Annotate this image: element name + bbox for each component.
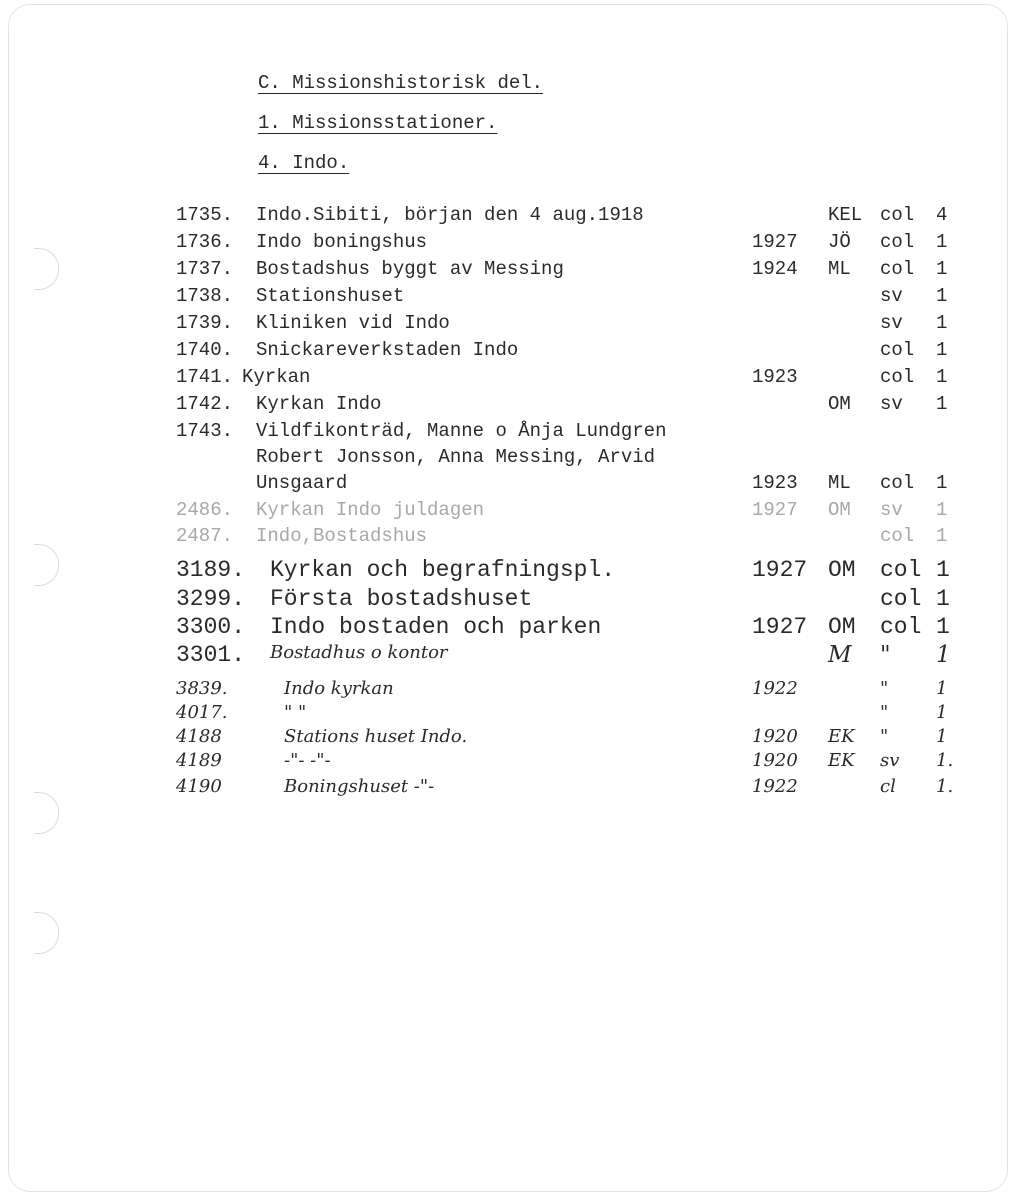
entry-format: " <box>880 702 889 723</box>
list-item <box>176 204 948 230</box>
entry-format: col <box>880 472 915 494</box>
entry-description: Indo.Sibiti, början den 4 aug.1918 <box>256 204 644 226</box>
entry-initials: ML <box>828 258 851 280</box>
entry-description: Boningshuset -"- <box>284 776 435 797</box>
list-item <box>176 393 948 419</box>
entry-format: sv <box>880 285 903 307</box>
entry-initials: OM <box>828 614 856 640</box>
entry-number: 4189 <box>176 750 222 771</box>
entry-count: 1 <box>936 231 948 253</box>
entry-count: 1 <box>936 726 948 747</box>
entry-number: 4188 <box>176 726 222 747</box>
entry-format: " <box>880 678 889 699</box>
list-item <box>176 312 948 338</box>
list-item <box>176 339 948 365</box>
entry-count: 1 <box>936 285 948 307</box>
entry-format: " <box>880 642 891 668</box>
entry-count: 1 <box>936 678 948 699</box>
entry-initials: OM <box>828 557 856 583</box>
entry-description: Bostadshus byggt av Messing <box>256 258 564 280</box>
entry-number: 1736. <box>176 231 234 253</box>
entry-format: col <box>880 258 915 280</box>
entry-number: 1738. <box>176 285 234 307</box>
entry-description: Kyrkan Indo <box>256 393 382 415</box>
entry-count: 1 <box>936 586 950 612</box>
list-item <box>176 420 948 446</box>
entry-count: 1 <box>936 339 948 361</box>
entry-count: 1 <box>936 472 948 494</box>
section-heading: C. Missionshistorisk del. <box>258 72 544 94</box>
list-item <box>176 678 948 704</box>
entry-description: -"- -"- <box>284 750 331 771</box>
entry-description: Indo bostaden och parken <box>270 614 602 640</box>
entry-format: col <box>880 586 922 612</box>
entry-initials: OM <box>828 393 851 415</box>
entry-year: 1922 <box>752 776 798 797</box>
entry-format: col <box>880 525 915 547</box>
list-item <box>176 499 948 525</box>
entry-count: 1 <box>936 258 948 280</box>
entry-format: sv <box>880 750 900 771</box>
entry-year: 1923 <box>752 472 798 494</box>
entry-initials: JÖ <box>828 231 851 253</box>
entry-year: 1927 <box>752 499 798 521</box>
entry-description: Indo kyrkan <box>284 678 394 699</box>
entry-year: 1922 <box>752 678 798 699</box>
entry-format: sv <box>880 393 903 415</box>
entry-format: col <box>880 339 915 361</box>
entry-number: 3839. <box>176 678 228 699</box>
entry-description: Första bostadshuset <box>270 586 533 612</box>
entry-description: Indo,Bostadshus <box>256 525 428 547</box>
entry-number: 4017. <box>176 702 228 723</box>
entry-description: Snickareverkstaden Indo <box>256 339 519 361</box>
entry-count: 1 <box>936 312 948 334</box>
entry-description: Indo boningshus <box>256 231 428 253</box>
list-item <box>176 472 948 498</box>
entry-format: sv <box>880 499 903 521</box>
list-item <box>176 642 951 668</box>
entry-count: 1 <box>936 557 950 583</box>
entry-year: 1923 <box>752 366 798 388</box>
entry-number: 1737. <box>176 258 234 280</box>
list-item <box>176 231 948 257</box>
entry-number: 3301. <box>176 642 246 668</box>
entry-number: 1741. <box>176 366 234 388</box>
entry-count: 1 <box>936 614 950 640</box>
entry-number: 4190 <box>176 776 222 797</box>
entry-year: 1927 <box>752 231 798 253</box>
entry-year: 1920 <box>752 750 798 771</box>
entry-description: Stations huset Indo. <box>284 726 468 747</box>
entry-count: 1 <box>936 393 948 415</box>
entry-description: Vildfikonträd, Manne o Ånja Lundgren <box>256 420 667 442</box>
entry-count: 1. <box>936 776 954 797</box>
entry-number: 1742. <box>176 393 234 415</box>
entry-number: 1735. <box>176 204 234 226</box>
entry-initials: EK <box>828 726 855 747</box>
entry-year: 1927 <box>752 557 808 583</box>
entry-format: sv <box>880 312 903 334</box>
entry-count: 1 <box>936 499 948 521</box>
list-item <box>176 446 948 472</box>
entry-number: 1740. <box>176 339 234 361</box>
entry-year: 1924 <box>752 258 798 280</box>
entry-format: col <box>880 231 915 253</box>
entry-format: cl <box>880 776 896 797</box>
entry-description: " " <box>284 702 307 723</box>
entry-description: Kyrkan Indo juldagen <box>256 499 485 521</box>
entry-year: 1920 <box>752 726 798 747</box>
entry-initials: M <box>828 642 852 668</box>
entry-description: Kyrkan och begrafningspl. <box>270 557 616 583</box>
entry-count: 1 <box>936 366 948 388</box>
list-item <box>176 525 948 551</box>
list-item <box>176 258 948 284</box>
entry-description: Kyrkan <box>242 366 311 388</box>
entry-number: 3189. <box>176 557 246 583</box>
entry-count: 1 <box>936 525 948 547</box>
entry-description: Stationshuset <box>256 285 405 307</box>
list-item <box>176 557 948 583</box>
entry-description: Bostadhus o kontor <box>270 642 448 663</box>
entry-format: col <box>880 204 915 226</box>
list-item <box>176 285 948 311</box>
entry-description: Robert Jonsson, Anna Messing, Arvid <box>256 446 656 468</box>
entry-initials: OM <box>828 499 851 521</box>
list-item <box>176 726 948 752</box>
entry-number: 2487. <box>176 525 234 547</box>
entry-number: 2486. <box>176 499 234 521</box>
entry-format: col <box>880 557 922 583</box>
entry-number: 1743. <box>176 420 234 442</box>
entry-format: col <box>880 614 922 640</box>
entry-number: 3300. <box>176 614 246 640</box>
list-item <box>176 750 954 776</box>
entry-count: 4 <box>936 204 948 226</box>
entry-description: Unsgaard <box>256 472 348 494</box>
entry-year: 1927 <box>752 614 808 640</box>
subsection-heading: 1. Missionsstationer. <box>258 112 498 134</box>
entry-initials: EK <box>828 750 855 771</box>
list-item <box>176 586 948 612</box>
entry-count: 1 <box>936 702 948 723</box>
station-heading: 4. Indo. <box>258 152 350 174</box>
entry-initials: ML <box>828 472 851 494</box>
entry-description: Kliniken vid Indo <box>256 312 450 334</box>
entry-number: 3299. <box>176 586 246 612</box>
list-item <box>176 702 948 728</box>
list-item <box>176 614 948 640</box>
list-item <box>176 776 954 802</box>
entry-count: 1. <box>936 750 954 771</box>
entry-count: 1 <box>936 642 951 668</box>
list-item <box>176 366 948 392</box>
entry-number: 1739. <box>176 312 234 334</box>
entry-format: " <box>880 726 889 747</box>
entry-initials: KEL <box>828 204 863 226</box>
entry-format: col <box>880 366 915 388</box>
